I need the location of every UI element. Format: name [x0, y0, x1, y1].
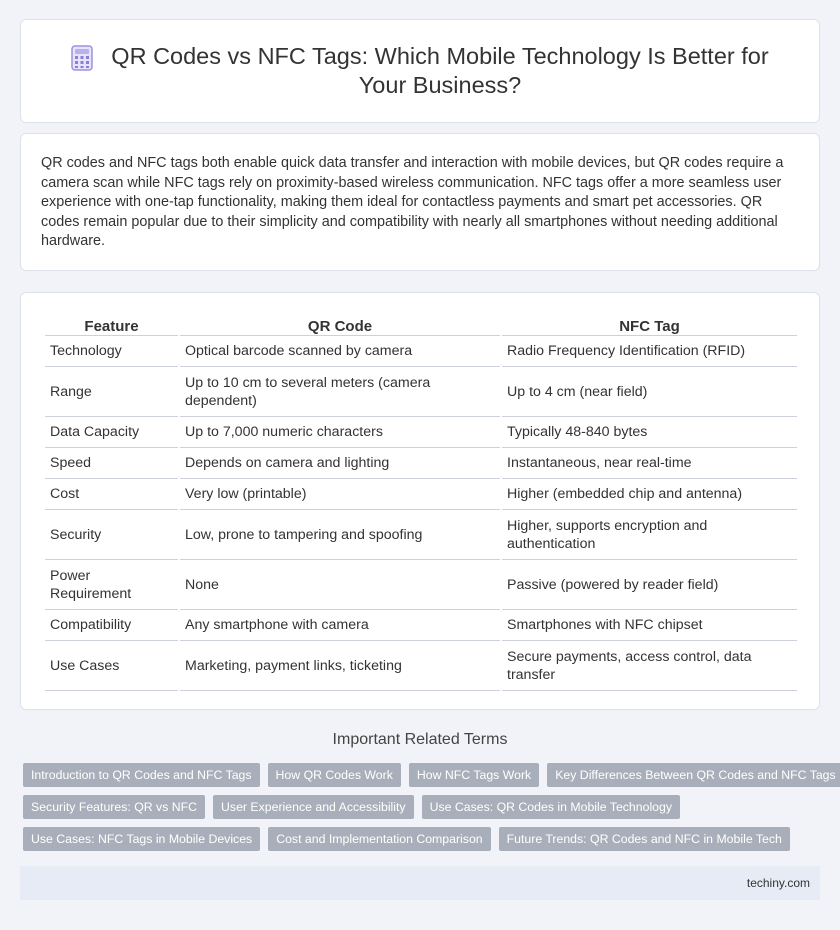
comparison-table — [43, 315, 799, 691]
nfc-cell: Higher, supports encryption and authentication — [502, 510, 797, 560]
feature-cell: Data Capacity — [45, 417, 178, 448]
qr-cell: Up to 10 cm to several meters (camera dependent) — [180, 367, 500, 417]
related-tag[interactable]: User Experience and Accessibility — [213, 795, 414, 819]
qr-cell: Marketing, payment links, ticketing — [180, 641, 500, 691]
header-feature: Feature — [45, 315, 178, 336]
feature-cell: Technology — [45, 336, 178, 367]
qr-cell: Any smartphone with camera — [180, 610, 500, 641]
header-nfc-tag: NFC Tag — [502, 315, 797, 336]
qr-cell: None — [180, 560, 500, 610]
related-terms-heading: Important Related Terms — [332, 731, 508, 748]
table-row — [45, 336, 797, 367]
qr-cell: Optical barcode scanned by camera — [180, 336, 500, 367]
tag-row — [23, 795, 813, 819]
qr-cell: Low, prone to tampering and spoofing — [180, 510, 500, 560]
related-tag[interactable]: Key Differences Between QR Codes and NFC Tags — [547, 763, 840, 787]
qr-cell: Up to 7,000 numeric characters — [180, 417, 500, 448]
table-row — [45, 560, 797, 610]
table-row — [45, 417, 797, 448]
related-terms-list — [23, 763, 836, 859]
nfc-cell: Radio Frequency Identification (RFID) — [502, 336, 797, 367]
table-row — [45, 510, 797, 560]
related-tag[interactable]: Introduction to QR Codes and NFC Tags — [23, 763, 260, 787]
related-tag[interactable]: Future Trends: QR Codes and NFC in Mobile Tech — [499, 827, 790, 851]
nfc-cell: Secure payments, access control, data transfer — [502, 641, 797, 691]
related-tag[interactable]: Cost and Implementation Comparison — [268, 827, 490, 851]
nfc-cell: Smartphones with NFC chipset — [502, 610, 797, 641]
feature-cell: Cost — [45, 479, 178, 510]
intro-paragraph: QR codes and NFC tags both enable quick data transfer and interaction with mobile devices, but QR codes require a camera scan while NFC tags rely on proximity-based wireless communication. NFC tags offer a more seamless user experience with one-tap functionality, making them ideal for contactless payments and smart pet accessories. QR codes remain popular due to their simplicity and compatibility with nearly all smartphones without needing additional hardware. — [41, 155, 784, 249]
feature-cell: Use Cases — [45, 641, 178, 691]
intro-card — [20, 133, 820, 271]
footer — [20, 866, 820, 900]
nfc-cell: Passive (powered by reader field) — [502, 560, 797, 610]
table-row — [45, 610, 797, 641]
page-title: QR Codes vs NFC Tags: Which Mobile Technology Is Better for Your Business? — [111, 43, 769, 98]
qr-cell: Depends on camera and lighting — [180, 448, 500, 479]
table-row — [45, 641, 797, 691]
related-tag[interactable]: How NFC Tags Work — [409, 763, 539, 787]
feature-cell: Security — [45, 510, 178, 560]
related-tag[interactable]: Security Features: QR vs NFC — [23, 795, 205, 819]
related-tag[interactable]: Use Cases: NFC Tags in Mobile Devices — [23, 827, 260, 851]
nfc-cell: Instantaneous, near real-time — [502, 448, 797, 479]
table-row — [45, 367, 797, 417]
qr-cell: Very low (printable) — [180, 479, 500, 510]
feature-cell: Power Requirement — [45, 560, 178, 610]
comparison-table-card — [20, 292, 820, 710]
header-card — [20, 19, 820, 123]
nfc-cell: Higher (embedded chip and antenna) — [502, 479, 797, 510]
nfc-cell: Up to 4 cm (near field) — [502, 367, 797, 417]
table-row — [45, 479, 797, 510]
feature-cell: Range — [45, 367, 178, 417]
related-tag[interactable]: How QR Codes Work — [268, 763, 401, 787]
related-tag[interactable]: Use Cases: QR Codes in Mobile Technology — [422, 795, 680, 819]
feature-cell: Speed — [45, 448, 178, 479]
feature-cell: Compatibility — [45, 610, 178, 641]
table-row — [45, 448, 797, 479]
header-qr-code: QR Code — [180, 315, 500, 336]
tag-row — [23, 763, 836, 787]
footer-site-link[interactable]: techiny.com — [746, 876, 810, 890]
nfc-cell: Typically 48-840 bytes — [502, 417, 797, 448]
tag-row — [23, 827, 813, 851]
